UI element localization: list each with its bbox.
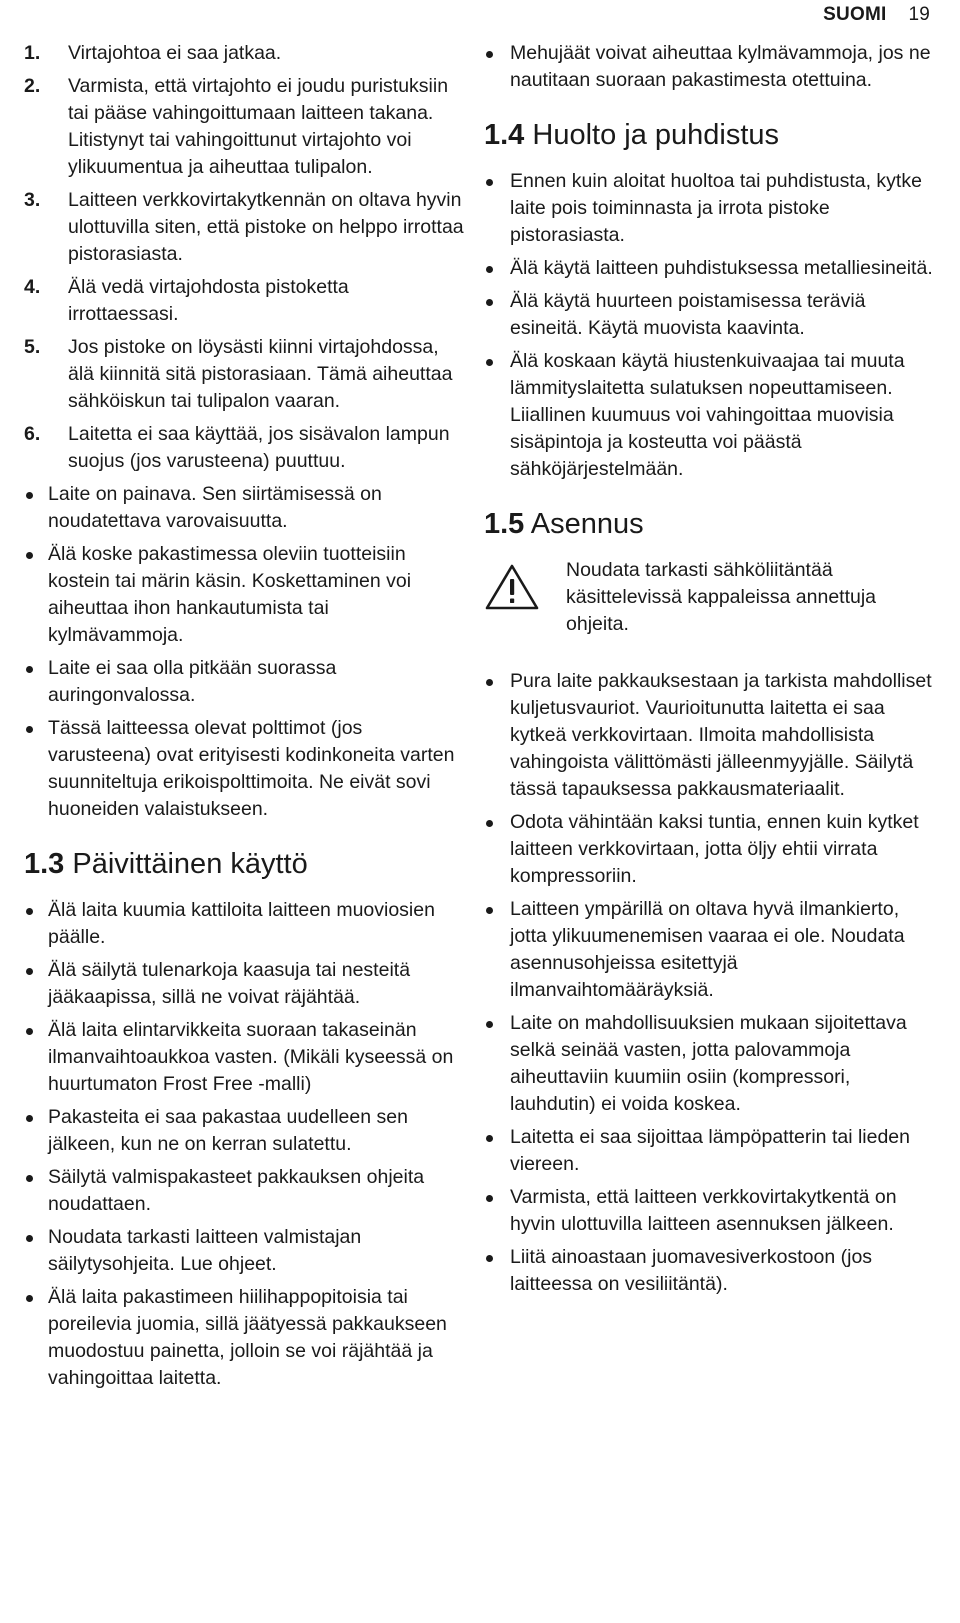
bullet-dot-icon	[486, 820, 493, 827]
bullet-dot-icon	[26, 968, 33, 975]
bullet-item	[24, 1017, 464, 1098]
page-header	[823, 4, 930, 26]
bullet-item	[484, 168, 934, 249]
numbered-item	[24, 73, 464, 181]
bullet-text: Laite on painava. Sen siirtämisessä on noudatettava varovaisuutta.	[48, 483, 382, 532]
bullet-dot-icon	[26, 1175, 33, 1182]
bullet-text: Noudata tarkasti laitteen valmistajan säilytysohjeita. Lue ohjeet.	[48, 1226, 362, 1275]
item-text: Laitetta ei saa käyttää, jos sisävalon lampun suojus (jos varusteena) puuttuu.	[68, 423, 450, 472]
bullet-item	[24, 715, 464, 823]
bullet-dot-icon	[486, 1195, 493, 1202]
left-column	[24, 40, 464, 1398]
bullet-dot-icon	[486, 299, 493, 306]
bullet-item	[24, 541, 464, 649]
bullet-item	[24, 1104, 464, 1158]
numbered-item	[24, 187, 464, 268]
item-text: Älä vedä virtajohdosta pistoketta irrottaessasi.	[68, 276, 349, 325]
section-heading-daily-use	[24, 847, 464, 881]
bullet-text: Älä laita kuumia kattiloita laitteen muoviosien päälle.	[48, 899, 435, 948]
item-text: Virtajohtoa ei saa jatkaa.	[68, 42, 282, 64]
item-text: Varmista, että virtajohto ei joudu puristuksiin tai pääse vahingoittumaan laitteen takana. Litistynyt tai vahingoittunut virtajohto voi ylikuumentua ja aiheuttaa tulipalon.	[68, 75, 449, 178]
item-text: Laitteen verkkovirtakytkennän on oltava hyvin ulottuvilla siten, että pistoke on helppo irrottaa pistorasiasta.	[68, 189, 464, 265]
bullet-dot-icon	[26, 552, 33, 559]
bullet-dot-icon	[486, 1135, 493, 1142]
bullet-text: Pura laite pakkauksestaan ja tarkista mahdolliset kuljetusvauriot. Vaurioitunutta laitetta ei saa kytkeä verkkovirtaan. Ilmoita mahdollisista vahingoista välittömästi jälleenmyyjälle. Säilytä tässä tapauksessa pakkausmateriaalit.	[510, 670, 932, 800]
bullet-text: Älä käytä laitteen puhdistuksessa metalliesineitä.	[510, 257, 933, 279]
bullet-dot-icon	[26, 1235, 33, 1242]
section-title: Huolto ja puhdistus	[532, 119, 780, 151]
bullet-dot-icon	[486, 1255, 493, 1262]
bullet-dot-icon	[486, 679, 493, 686]
bullet-text: Odota vähintään kaksi tuntia, ennen kuin kytket laitteen verkkovirtaan, jotta öljy ehtii virrata kompressoriin.	[510, 811, 919, 887]
bullet-text: Ennen kuin aloitat huoltoa tai puhdistusta, kytke laite pois toiminnasta ja irrota pistoke pistorasiasta.	[510, 170, 922, 246]
bullet-item	[484, 896, 934, 1004]
bullet-text: Laitetta ei saa sijoittaa lämpöpatterin tai lieden viereen.	[510, 1126, 910, 1175]
section-number: 1.3	[24, 848, 65, 880]
warning-triangle-icon	[484, 563, 540, 611]
numbered-item	[24, 334, 464, 415]
item-text: Jos pistoke on löysästi kiinni virtajohdossa, älä kiinnitä sitä pistorasiaan. Tämä aiheuttaa sähköiskun tai tulipalon vaaran.	[68, 336, 453, 412]
bullet-item	[484, 1244, 934, 1298]
item-number: 1.	[24, 42, 41, 64]
bullet-text: Tässä laitteessa olevat polttimot (jos varusteena) ovat erityisesti kodinkoneita varten suunniteltuja erikoispolttimoita. Ne eivät sovi huoneiden valaistukseen.	[48, 717, 455, 820]
bullet-text: Laite on mahdollisuuksien mukaan sijoitettava selkä seinää vasten, jotta palovammoja aiheuttaviin kuumiin osiin (kompressori, lauhdutin) ei voida koskea.	[510, 1012, 907, 1115]
item-number: 3.	[24, 189, 41, 211]
bullet-dot-icon	[26, 1115, 33, 1122]
bullet-dot-icon	[26, 726, 33, 733]
item-number: 2.	[24, 75, 41, 97]
bullet-dot-icon	[26, 908, 33, 915]
bullet-dot-icon	[26, 666, 33, 673]
bullet-item	[24, 957, 464, 1011]
section-title: Asennus	[530, 508, 644, 540]
bullet-dot-icon	[26, 1028, 33, 1035]
section-number: 1.5	[484, 508, 525, 540]
daily-use-list	[24, 897, 464, 1392]
bullet-list	[484, 40, 934, 94]
numbered-item	[24, 421, 464, 475]
bullet-item	[24, 481, 464, 535]
bullet-item	[24, 655, 464, 709]
bullet-dot-icon	[26, 1295, 33, 1302]
numbered-item	[24, 40, 464, 67]
bullet-text: Säilytä valmispakasteet pakkauksen ohjeita noudattaen.	[48, 1166, 425, 1215]
language-label: SUOMI	[823, 4, 887, 25]
bullet-dot-icon	[26, 492, 33, 499]
bullet-dot-icon	[486, 907, 493, 914]
bullet-item	[484, 1010, 934, 1118]
bullet-text: Älä koskaan käytä hiustenkuivaajaa tai muuta lämmityslaitetta sulatuksen nopeuttamiseen. Liiallinen kuumuus voi vahingoittaa muovisia sisäpintoja ja kosteutta voi päästä sähköjärjestelmään.	[510, 350, 905, 480]
numbered-list	[24, 40, 464, 475]
warning-text: Noudata tarkasti sähköliitäntää käsittelevissä kappaleissa annettuja ohjeita.	[566, 559, 877, 635]
bullet-item	[484, 40, 934, 94]
item-number: 6.	[24, 423, 41, 445]
bullet-text: Pakasteita ei saa pakastaa uudelleen sen jälkeen, kun ne on kerran sulatettu.	[48, 1106, 408, 1155]
bullet-dot-icon	[486, 179, 493, 186]
numbered-item	[24, 274, 464, 328]
bullet-text: Älä koske pakastimessa oleviin tuotteisiin kostein tai märin käsin. Koskettaminen voi aiheuttaa ihon hankautumista tai kylmävammoja.	[48, 543, 412, 646]
bullet-list	[24, 481, 464, 823]
bullet-item	[484, 1124, 934, 1178]
item-number: 5.	[24, 336, 41, 358]
bullet-text: Laite ei saa olla pitkään suorassa auringonvalossa.	[48, 657, 337, 706]
bullet-dot-icon	[486, 266, 493, 273]
bullet-text: Älä laita pakastimeen hiilihappopitoisia tai poreilevia juomia, sillä jäätyessä pakkaukseen muodostuu painetta, jolloin se voi räjähtää ja vahingoittaa laitetta.	[48, 1286, 447, 1389]
bullet-text: Liitä ainoastaan juomavesiverkostoon (jos laitteessa on vesiliitäntä).	[510, 1246, 873, 1295]
bullet-text: Mehujäät voivat aiheuttaa kylmävammoja, jos ne nautitaan suoraan pakastimesta otettuina.	[510, 42, 931, 91]
bullet-text: Älä säilytä tulenarkoja kaasuja tai nesteitä jääkaapissa, sillä ne voivat räjähtää.	[48, 959, 411, 1008]
bullet-item	[24, 1164, 464, 1218]
bullet-dot-icon	[486, 1021, 493, 1028]
section-number: 1.4	[484, 119, 525, 151]
bullet-dot-icon	[486, 51, 493, 58]
bullet-item	[484, 255, 934, 282]
bullet-text: Varmista, että laitteen verkkovirtakytkentä on hyvin ulottuvilla laitteen asennuksen jälkeen.	[510, 1186, 897, 1235]
section-heading-maintenance	[484, 118, 934, 152]
bullet-item	[484, 1184, 934, 1238]
bullet-text: Älä laita elintarvikkeita suoraan takaseinän ilmanvaihtoaukkoa vasten. (Mikäli kyseessä on huurtumaton Frost Free -malli)	[48, 1019, 454, 1095]
bullet-item	[24, 1224, 464, 1278]
bullet-item	[484, 809, 934, 890]
bullet-item	[24, 1284, 464, 1392]
bullet-item	[484, 668, 934, 803]
page-number: 19	[908, 4, 930, 25]
bullet-item	[24, 897, 464, 951]
bullet-item	[484, 288, 934, 342]
bullet-text: Älä käytä huurteen poistamisessa teräviä esineitä. Käytä muovista kaavinta.	[510, 290, 866, 339]
warning-note	[484, 557, 934, 638]
section-heading-installation	[484, 507, 934, 541]
item-number: 4.	[24, 276, 41, 298]
bullet-text: Laitteen ympärillä on oltava hyvä ilmankierto, jotta ylikuumenemisen vaaraa ei ole. Noudata asennusohjeissa esitettyjä ilmanvaihtomääräyksiä.	[510, 898, 905, 1001]
right-column	[484, 40, 934, 1304]
maintenance-list	[484, 168, 934, 483]
bullet-item	[484, 348, 934, 483]
bullet-dot-icon	[486, 359, 493, 366]
section-title: Päivittäinen käyttö	[72, 848, 308, 880]
installation-list	[484, 668, 934, 1298]
